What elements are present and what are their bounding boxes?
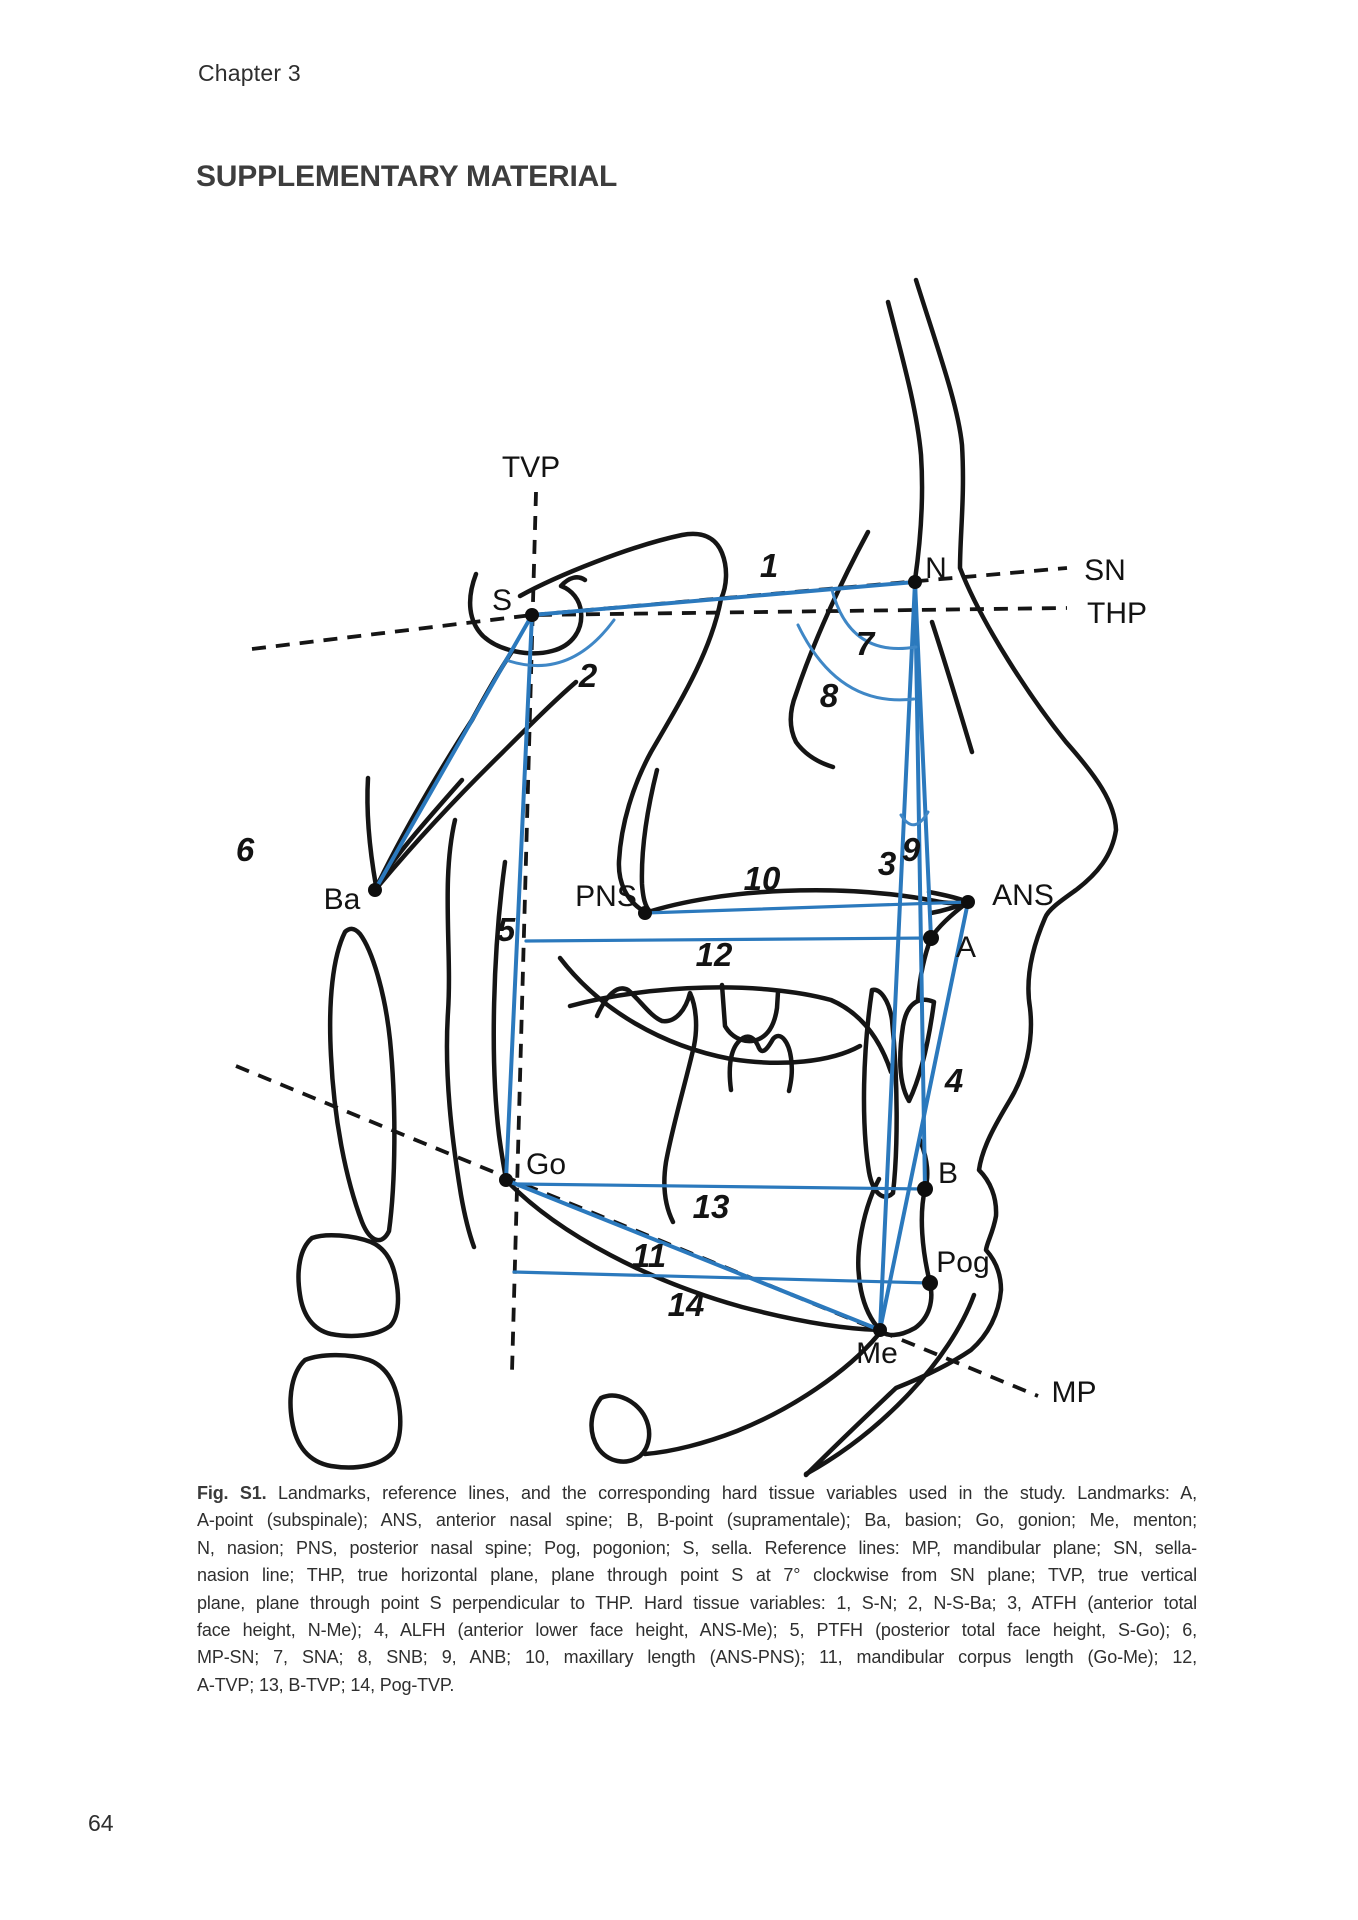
var-1: 1 — [759, 547, 779, 584]
dot-gonion — [499, 1173, 513, 1187]
label-tvp: TVP — [501, 451, 561, 484]
label-b: B — [937, 1157, 959, 1190]
caption-line: plane, plane through point S perpendicular to THP. Hard tissue variables: 1, S-N; 2, N-S-Ba; 3, ATFH (anterior total — [197, 1592, 1197, 1613]
caption-text: Landmarks, reference lines, and the corresponding hard tissue variables used in the study. Landmarks: A, — [278, 1483, 1198, 1503]
caption-line: nasion line; THP, true horizontal plane, plane through point S at 7° clockwise from SN plane; TVP, true vertical — [197, 1565, 1197, 1586]
landmark-labels — [324, 552, 1054, 1370]
caption-line: MP-SN; 7, SNA; 8, SNB; 9, ANB; 10, maxillary length (ANS-PNS); 11, mandibular corpus length (Go-Me); 12, — [197, 1647, 1197, 1668]
dot-a-point — [923, 930, 939, 946]
dot-nasion — [908, 575, 922, 589]
dot-b-point — [917, 1181, 933, 1197]
var-4: 4 — [944, 1062, 964, 1099]
label-s: S — [491, 584, 513, 617]
var-6: 6 — [235, 831, 255, 868]
chapter-heading: Chapter 3 — [198, 60, 301, 86]
var-3: 3 — [877, 845, 897, 882]
plane-labels — [502, 451, 1147, 1409]
outline-frontal-inner — [888, 302, 922, 580]
outline-odontoid — [330, 929, 394, 1240]
outline-vertebra-c2 — [299, 1235, 399, 1336]
var-13: 13 — [692, 1188, 730, 1225]
caption-line: A-TVP; 13, B-TVP; 14, Pog-TVP. — [197, 1674, 455, 1695]
label-a: A — [955, 931, 977, 964]
page-number: 64 — [88, 1810, 114, 1836]
caption-line — [197, 1480, 1197, 1507]
outline-hyoid — [592, 1396, 650, 1462]
var-8: 8 — [819, 677, 839, 714]
label-sn: SN — [1084, 554, 1126, 587]
outline-upper-molar — [722, 985, 778, 1041]
dot-basion — [368, 883, 382, 897]
line-s-ba — [375, 615, 532, 890]
dot-pns — [638, 906, 652, 920]
caption-figure-label: Fig. S1. — [197, 1483, 267, 1503]
label-mp: MP — [1051, 1376, 1097, 1409]
label-pns: PNS — [575, 880, 637, 913]
outline-pterygomaxillary — [619, 599, 721, 912]
outline-cranial-base — [520, 534, 726, 599]
outline-oral-cavity — [560, 958, 860, 1063]
outline-vertebra-c3 — [291, 1355, 401, 1467]
dot-menton — [873, 1323, 887, 1337]
label-thp: THP — [1087, 597, 1147, 630]
caption-line: A-point (subspinale); ANS, anterior nasal spine; B, B-point (supramentale); Ba, basion; Go, gonion; Me, menton; — [197, 1510, 1197, 1531]
line-pog-tvp — [514, 1272, 930, 1283]
label-go: Go — [525, 1148, 567, 1181]
outline-occipital-a — [367, 778, 376, 886]
line-n-me — [877, 582, 915, 1330]
caption-line: N, nasion; PNS, posterior nasal spine; Pog, pogonion; S, sella. Reference lines: MP, mandibular plane; SN, sella- — [197, 1537, 1197, 1558]
thp-line — [252, 608, 1067, 649]
outline-pharyngeal-wall — [447, 820, 474, 1247]
var-9: 9 — [901, 831, 921, 868]
label-ans: ANS — [992, 879, 1054, 912]
var-2: 2 — [578, 657, 598, 694]
label-me: Me — [856, 1337, 898, 1370]
outline-pterygoid-plate — [642, 770, 657, 912]
var-11: 11 — [631, 1237, 667, 1274]
var-14: 14 — [667, 1286, 705, 1323]
label-n: N — [925, 552, 947, 585]
var-7: 7 — [855, 625, 875, 662]
section-title: SUPPLEMENTARY MATERIAL — [196, 160, 618, 193]
outline-profile — [806, 280, 1116, 1475]
dot-ans — [961, 895, 975, 909]
label-ba: Ba — [323, 883, 361, 916]
figure-caption — [197, 1480, 1197, 1699]
outline-ramus-posterior — [494, 862, 506, 1180]
label-pog: Pog — [936, 1246, 990, 1279]
var-12: 12 — [695, 936, 733, 973]
outline-nasal-bone — [932, 622, 972, 752]
var-5: 5 — [496, 911, 516, 948]
caption-line: face height, N-Me); 4, ALFH (anterior lower face height, ANS-Me); 5, PTFH (posterior total face height, S-Go); 6, — [197, 1620, 1197, 1641]
var-10: 10 — [743, 860, 781, 897]
dot-sella — [525, 608, 539, 622]
